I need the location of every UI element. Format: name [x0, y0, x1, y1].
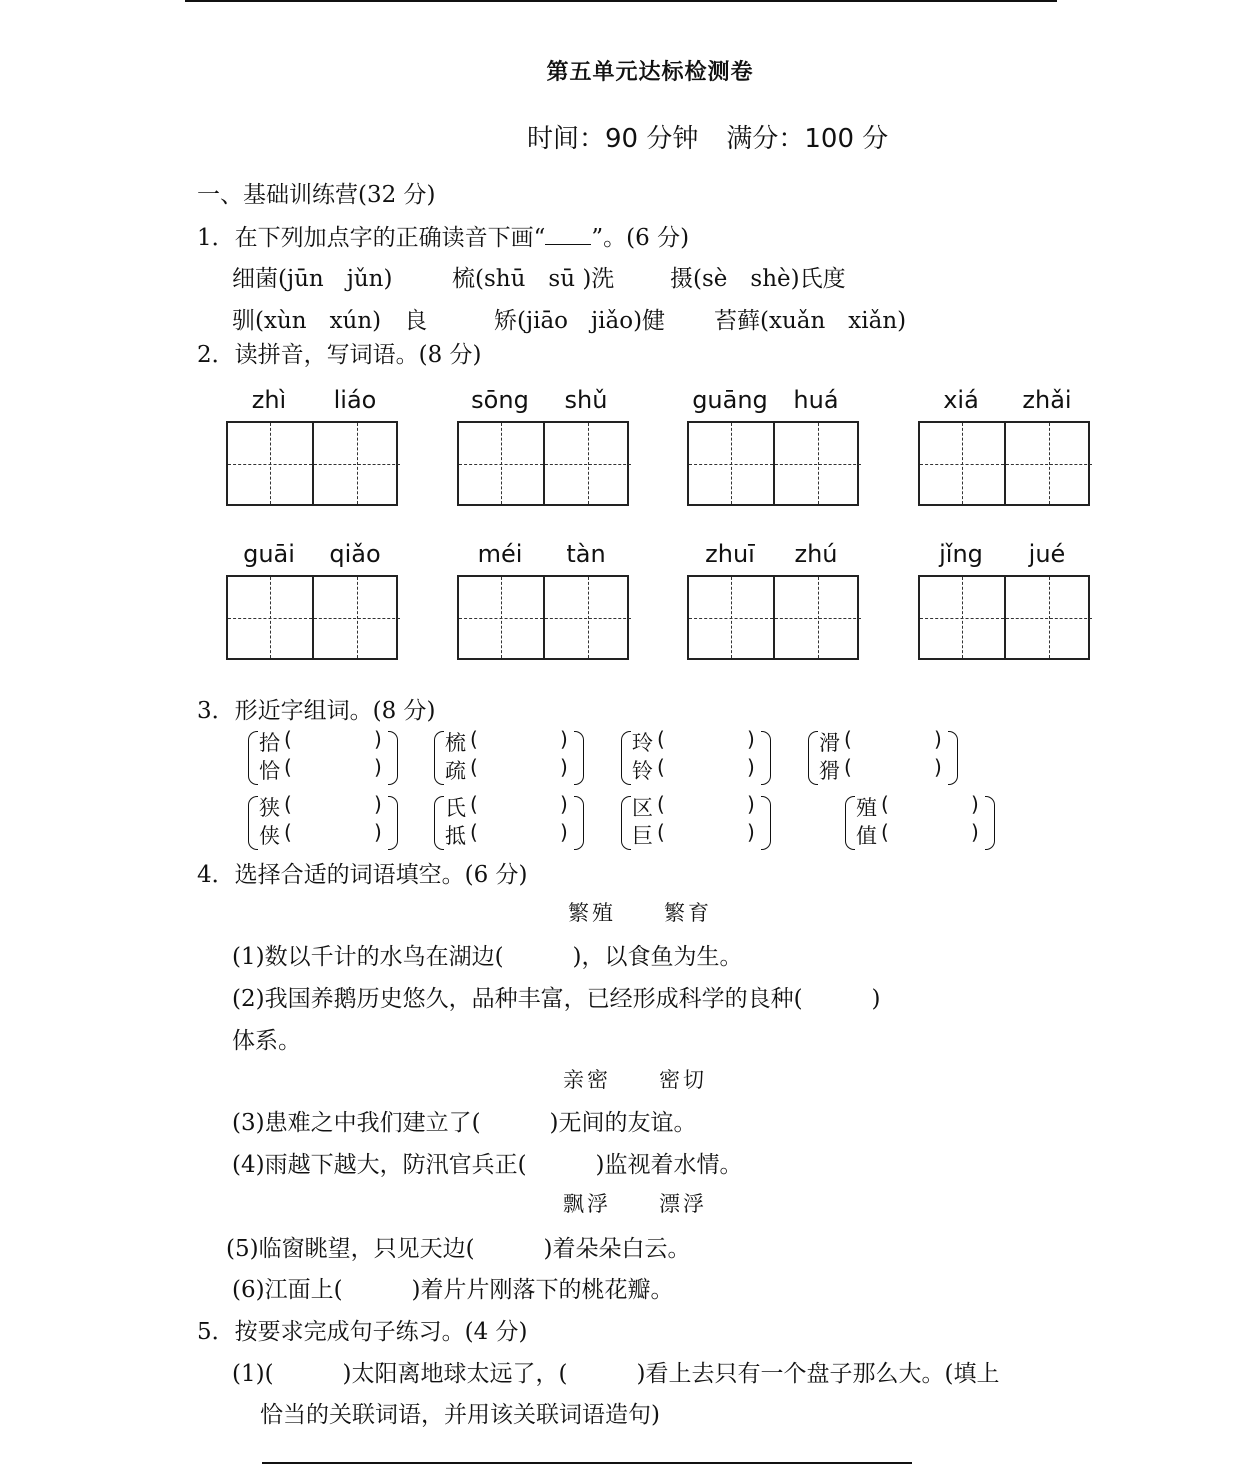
paren: ): [934, 727, 942, 751]
paren: (: [657, 820, 665, 844]
char: 殖: [856, 796, 877, 820]
pinyin-label: sōng: [471, 386, 529, 414]
paren: (: [470, 820, 478, 844]
paren: (: [284, 820, 292, 844]
q4-sentence: (3)患难之中我们建立了( )无间的友谊。: [232, 1110, 697, 1136]
paren: (: [284, 755, 292, 779]
char: 区: [632, 796, 653, 820]
paren: ): [560, 792, 568, 816]
pinyin-label: tàn: [566, 540, 606, 568]
char: 值: [856, 824, 877, 848]
q3-prompt: 3．形近字组词。(8 分): [197, 698, 436, 724]
char: 拾: [259, 731, 280, 755]
pinyin-label: qiǎo: [329, 540, 381, 568]
q4-sentence: (5)临窗眺望，只见天边( )着朵朵白云。: [226, 1236, 691, 1262]
paren: (: [470, 727, 478, 751]
paren: ): [374, 792, 382, 816]
tianzige-box[interactable]: [918, 575, 1090, 660]
pinyin-label: liáo: [333, 386, 377, 414]
paren: ): [971, 820, 979, 844]
q1-item: 摄(sè shè)氏度: [670, 266, 846, 292]
paren: (: [657, 727, 665, 751]
tianzige-box[interactable]: [226, 421, 398, 506]
page-title: 第五单元达标检测卷: [546, 60, 754, 85]
char: 玲: [632, 731, 653, 755]
q1-item: 矫(jiāo jiǎo)健: [494, 308, 666, 334]
char: 铃: [632, 759, 653, 783]
paren: (: [881, 792, 889, 816]
paren: ): [747, 792, 755, 816]
paren: (: [284, 792, 292, 816]
paren: ): [971, 792, 979, 816]
char: 猾: [819, 759, 840, 783]
q1-prompt-score: ”。(6 分): [591, 225, 690, 251]
paren: (: [470, 792, 478, 816]
char-pair-group: [248, 792, 398, 854]
q5-instruction: 恰当的关联词语，并用该关联词语造句): [260, 1402, 660, 1428]
pinyin-label: zhú: [794, 540, 838, 568]
char: 滑: [819, 731, 840, 755]
pinyin-label: jué: [1028, 540, 1066, 568]
q1-item: 驯(xùn xún) 良: [232, 308, 428, 334]
word-options: 亲密 密切: [563, 1068, 707, 1092]
char-pair-group: [621, 792, 771, 854]
tianzige-box[interactable]: [687, 575, 859, 660]
paren: ): [747, 727, 755, 751]
q4-prompt: 4．选择合适的词语填空。(6 分): [197, 862, 528, 888]
tianzige-box[interactable]: [687, 421, 859, 506]
section-heading: 一、基础训练营(32 分): [197, 182, 436, 208]
pinyin-label: xiá: [943, 386, 979, 414]
paren: (: [657, 755, 665, 779]
paren: ): [560, 755, 568, 779]
paren: ): [560, 820, 568, 844]
q1-prompt: [197, 219, 689, 252]
char: 狭: [259, 796, 280, 820]
paren: (: [470, 755, 478, 779]
q4-sentence: (1)数以千计的水鸟在湖边( )，以食鱼为生。: [232, 944, 743, 970]
q1-item: 梳(shū sū )洗: [452, 266, 615, 292]
char-pair-group: [621, 727, 771, 789]
pinyin-label: guāi: [243, 540, 295, 568]
char-pair-group: [845, 792, 995, 854]
paren: ): [374, 755, 382, 779]
pinyin-label: méi: [477, 540, 523, 568]
q1-prompt-text: 1．在下列加点字的正确读音下画“: [197, 225, 546, 251]
top-rule: [185, 0, 1057, 2]
tianzige-box[interactable]: [918, 421, 1090, 506]
q1-item: 细菌(jūn jǔn): [232, 266, 393, 292]
answer-line[interactable]: [262, 1462, 912, 1464]
paren: (: [881, 820, 889, 844]
paren: (: [844, 755, 852, 779]
paren: ): [374, 727, 382, 751]
paren: ): [747, 820, 755, 844]
char: 巨: [632, 824, 653, 848]
char-pair-group: [808, 727, 958, 789]
pinyin-label: jǐng: [939, 540, 983, 568]
char-pair-group: [248, 727, 398, 789]
score-label: 满分：100 分: [726, 124, 889, 154]
word-options: 繁殖 繁育: [568, 901, 712, 925]
tianzige-box[interactable]: [457, 575, 629, 660]
char: 恰: [259, 759, 280, 783]
paren: (: [657, 792, 665, 816]
char: 侠: [259, 824, 280, 848]
q5-prompt: 5．按要求完成句子练习。(4 分): [197, 1319, 528, 1345]
paren: ): [747, 755, 755, 779]
paren: ): [560, 727, 568, 751]
q4-sentence-cont: 体系。: [232, 1028, 301, 1054]
tianzige-box[interactable]: [457, 421, 629, 506]
char: 抵: [445, 824, 466, 848]
pinyin-label: zhì: [251, 386, 287, 414]
pinyin-label: guāng: [692, 386, 768, 414]
q5-sentence: (1)( )太阳离地球太远了，( )看上去只有一个盘子那么大。(填上: [232, 1361, 1000, 1387]
exam-meta: [527, 118, 888, 155]
paren: ): [374, 820, 382, 844]
pinyin-label: shǔ: [564, 386, 608, 414]
pinyin-label: zhuī: [705, 540, 755, 568]
tianzige-box[interactable]: [226, 575, 398, 660]
q4-sentence: (2)我国养鹅历史悠久，品种丰富，已经形成科学的良种( ): [232, 986, 881, 1012]
underline-blank: [545, 226, 591, 245]
char: 疏: [445, 759, 466, 783]
char-pair-group: [434, 792, 584, 854]
q2-prompt: 2．读拼音，写词语。(8 分): [197, 342, 482, 368]
q4-sentence: (6)江面上( )着片片刚落下的桃花瓣。: [232, 1277, 674, 1303]
word-options: 飘浮 漂浮: [563, 1192, 707, 1216]
pinyin-label: zhǎi: [1022, 386, 1072, 414]
char-pair-group: [434, 727, 584, 789]
time-label: 时间：90 分钟: [527, 124, 699, 154]
paren: (: [284, 727, 292, 751]
paren: (: [844, 727, 852, 751]
q1-item: 苔藓(xuǎn xiǎn): [714, 308, 907, 334]
q4-sentence: (4)雨越下越大，防汛官兵正( )监视着水情。: [232, 1152, 743, 1178]
char: 氏: [445, 796, 466, 820]
paren: ): [934, 755, 942, 779]
pinyin-label: huá: [793, 386, 839, 414]
char: 梳: [445, 731, 466, 755]
